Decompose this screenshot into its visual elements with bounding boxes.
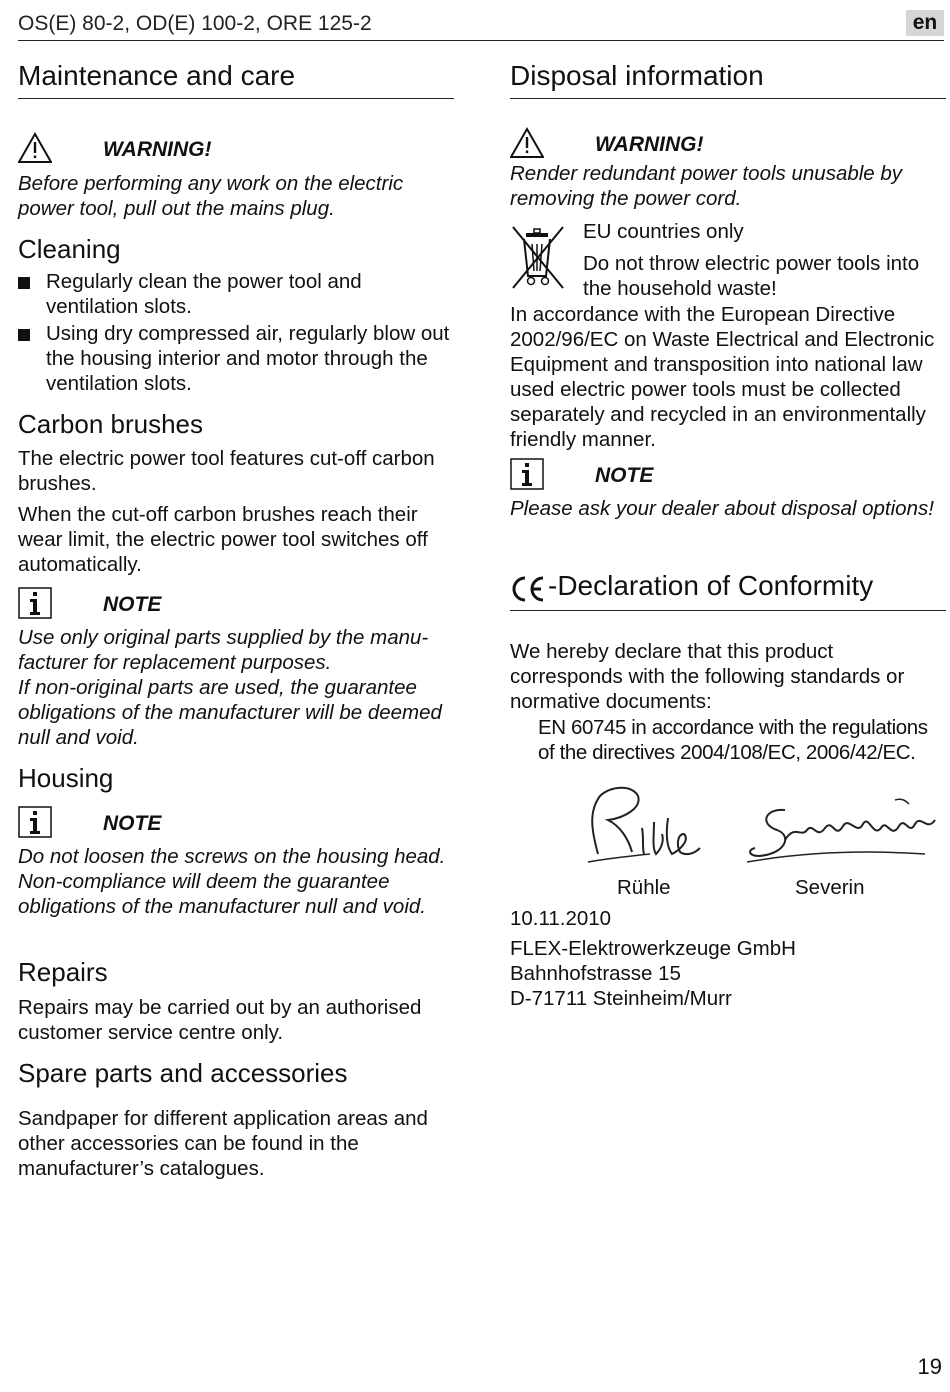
conformity-heading: -Declaration of Conformity	[548, 570, 874, 601]
no-household-waste-text: Do not throw electric power tools into the household waste!	[583, 252, 920, 300]
list-item: Regularly clean the power tool and ventilation slots.	[18, 269, 454, 319]
disposal-warning-text: Render redundant power tools unusable by removing the power cord.	[510, 162, 903, 210]
disposal-note-text: Please ask your dealer about disposal options!	[510, 497, 934, 520]
company-street: Bahnhofstrasse 15	[510, 962, 681, 985]
declaration-date: 10.11.2010	[510, 907, 612, 930]
warning-label: WARNING!	[103, 138, 212, 161]
housing-note-text: Do not loosen the screws on the housing head. Non-compliance will deem the guarantee obligations of the manufacturer null and void.	[18, 845, 446, 918]
document-title: OS(E) 80-2, OD(E) 100-2, ORE 125-2	[18, 12, 372, 35]
carbon-brushes-heading: Carbon brushes	[18, 409, 203, 439]
note-label: NOTE	[103, 593, 162, 616]
directive-text: In accordance with the European Directive 2002/96/EC on Waste Electrical and Electronic Equipment and transposition into national law used electric power tools must be collected separately and recycled in an environmentally friendly manner.	[510, 303, 935, 451]
list-item: Using dry compressed air, regularly blow out the housing interior and motor through the ventilation slots.	[18, 321, 454, 396]
signer-name-2: Severin	[795, 876, 865, 899]
info-icon	[510, 458, 544, 490]
repairs-text: Repairs may be carried out by an authorised customer service centre only.	[18, 996, 422, 1044]
warning-label: WARNING!	[595, 133, 704, 156]
standards-text: EN 60745 in accordance with the regulations of the directives 2004/108/EC, 2006/42/EC.	[538, 716, 928, 764]
note-label: NOTE	[595, 464, 654, 487]
warning-text: Before performing any work on the electric power tool, pull out the mains plug.	[18, 172, 404, 220]
company-city: D-71711 Steinheim/Murr	[510, 987, 732, 1010]
repairs-heading: Repairs	[18, 957, 108, 987]
page-number: 19	[917, 1354, 942, 1379]
carbon-note-text-2: If non-original parts are used, the guarantee obligations of the manufacturer will be deemed null and void.	[18, 676, 442, 749]
declaration-text: We hereby declare that this product corresponds with the following standards or normative documents:	[510, 640, 905, 713]
eu-only-text: EU countries only	[583, 220, 744, 243]
carbon-text-1: The electric power tool features cut-off carbon brushes.	[18, 447, 435, 495]
carbon-note-text-1: Use only original parts supplied by the manu-facturer for replacement purposes.	[18, 626, 429, 674]
conformity-heading-row	[510, 570, 946, 611]
signer-name-1: Rühle	[617, 876, 671, 899]
company-name: FLEX-Elektrowerkzeuge GmbH	[510, 937, 796, 960]
page-header	[18, 8, 944, 41]
crossed-bin-icon	[510, 224, 568, 292]
cleaning-heading: Cleaning	[18, 234, 121, 264]
housing-heading: Housing	[18, 763, 114, 793]
carbon-text-2: When the cut-off carbon brushes reach their wear limit, the electric power tool switches off automatically.	[18, 503, 428, 576]
signature-severin	[745, 790, 940, 870]
info-icon	[18, 806, 52, 838]
spare-parts-heading: Spare parts and accessories	[18, 1058, 348, 1088]
disposal-heading: Disposal information	[510, 60, 946, 99]
ce-mark-icon	[510, 575, 546, 603]
language-badge: en	[906, 10, 944, 36]
signature-ruhle	[580, 782, 710, 872]
note-label: NOTE	[103, 812, 162, 835]
spare-parts-text: Sandpaper for different application areas and other accessories can be found in the manufacturer’s catalogues.	[18, 1107, 428, 1180]
info-icon	[18, 587, 52, 619]
maintenance-heading: Maintenance and care	[18, 60, 454, 99]
cleaning-list	[18, 269, 454, 398]
warning-triangle-icon	[510, 127, 544, 159]
warning-triangle-icon	[18, 132, 52, 164]
